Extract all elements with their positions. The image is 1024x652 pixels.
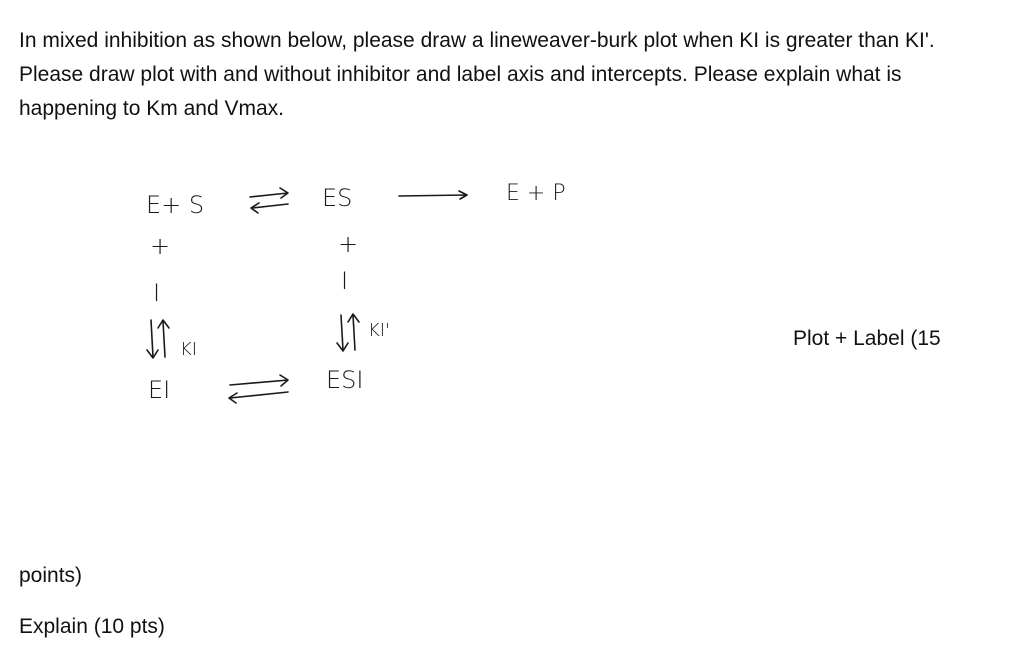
reaction-scheme-drawing — [120, 160, 620, 420]
scheme-es: ES — [322, 184, 353, 212]
equilibrium-arrows-bottom-icon — [229, 375, 288, 403]
question-line-3: happening to Km and Vmax. — [19, 97, 285, 120]
plot-label-points: Plot + Label (15 — [793, 327, 941, 350]
points-label: points) — [19, 564, 83, 587]
equilibrium-arrows-right-icon — [337, 314, 359, 351]
scheme-ei: EI — [148, 376, 171, 404]
question-line-1: In mixed inhibition as shown below, please draw a lineweaver-burk plot when KI is greater than KI'. — [19, 29, 935, 52]
scheme-e-plus-s: E+ S — [146, 191, 205, 219]
scheme-i-right: I — [341, 267, 349, 295]
equilibrium-arrows-left-icon — [147, 320, 169, 358]
scheme-e-plus-p: E + P — [506, 181, 566, 206]
scheme-plus-left: + — [150, 232, 171, 260]
scheme-ki-left: KI — [180, 339, 198, 360]
explain-label: Explain (10 pts) — [19, 615, 165, 638]
scheme-i-left: I — [153, 279, 161, 307]
equilibrium-arrows-top-icon — [250, 188, 288, 213]
scheme-ki-right: KI' — [368, 320, 391, 341]
question-line-2: Please draw plot with and without inhibitor and label axis and intercepts. Please explain what is — [19, 63, 902, 86]
question-text — [19, 24, 1009, 126]
scheme-esi: ESI — [326, 366, 364, 394]
scheme-plus-right: + — [338, 230, 359, 258]
forward-arrow-icon — [399, 191, 467, 199]
